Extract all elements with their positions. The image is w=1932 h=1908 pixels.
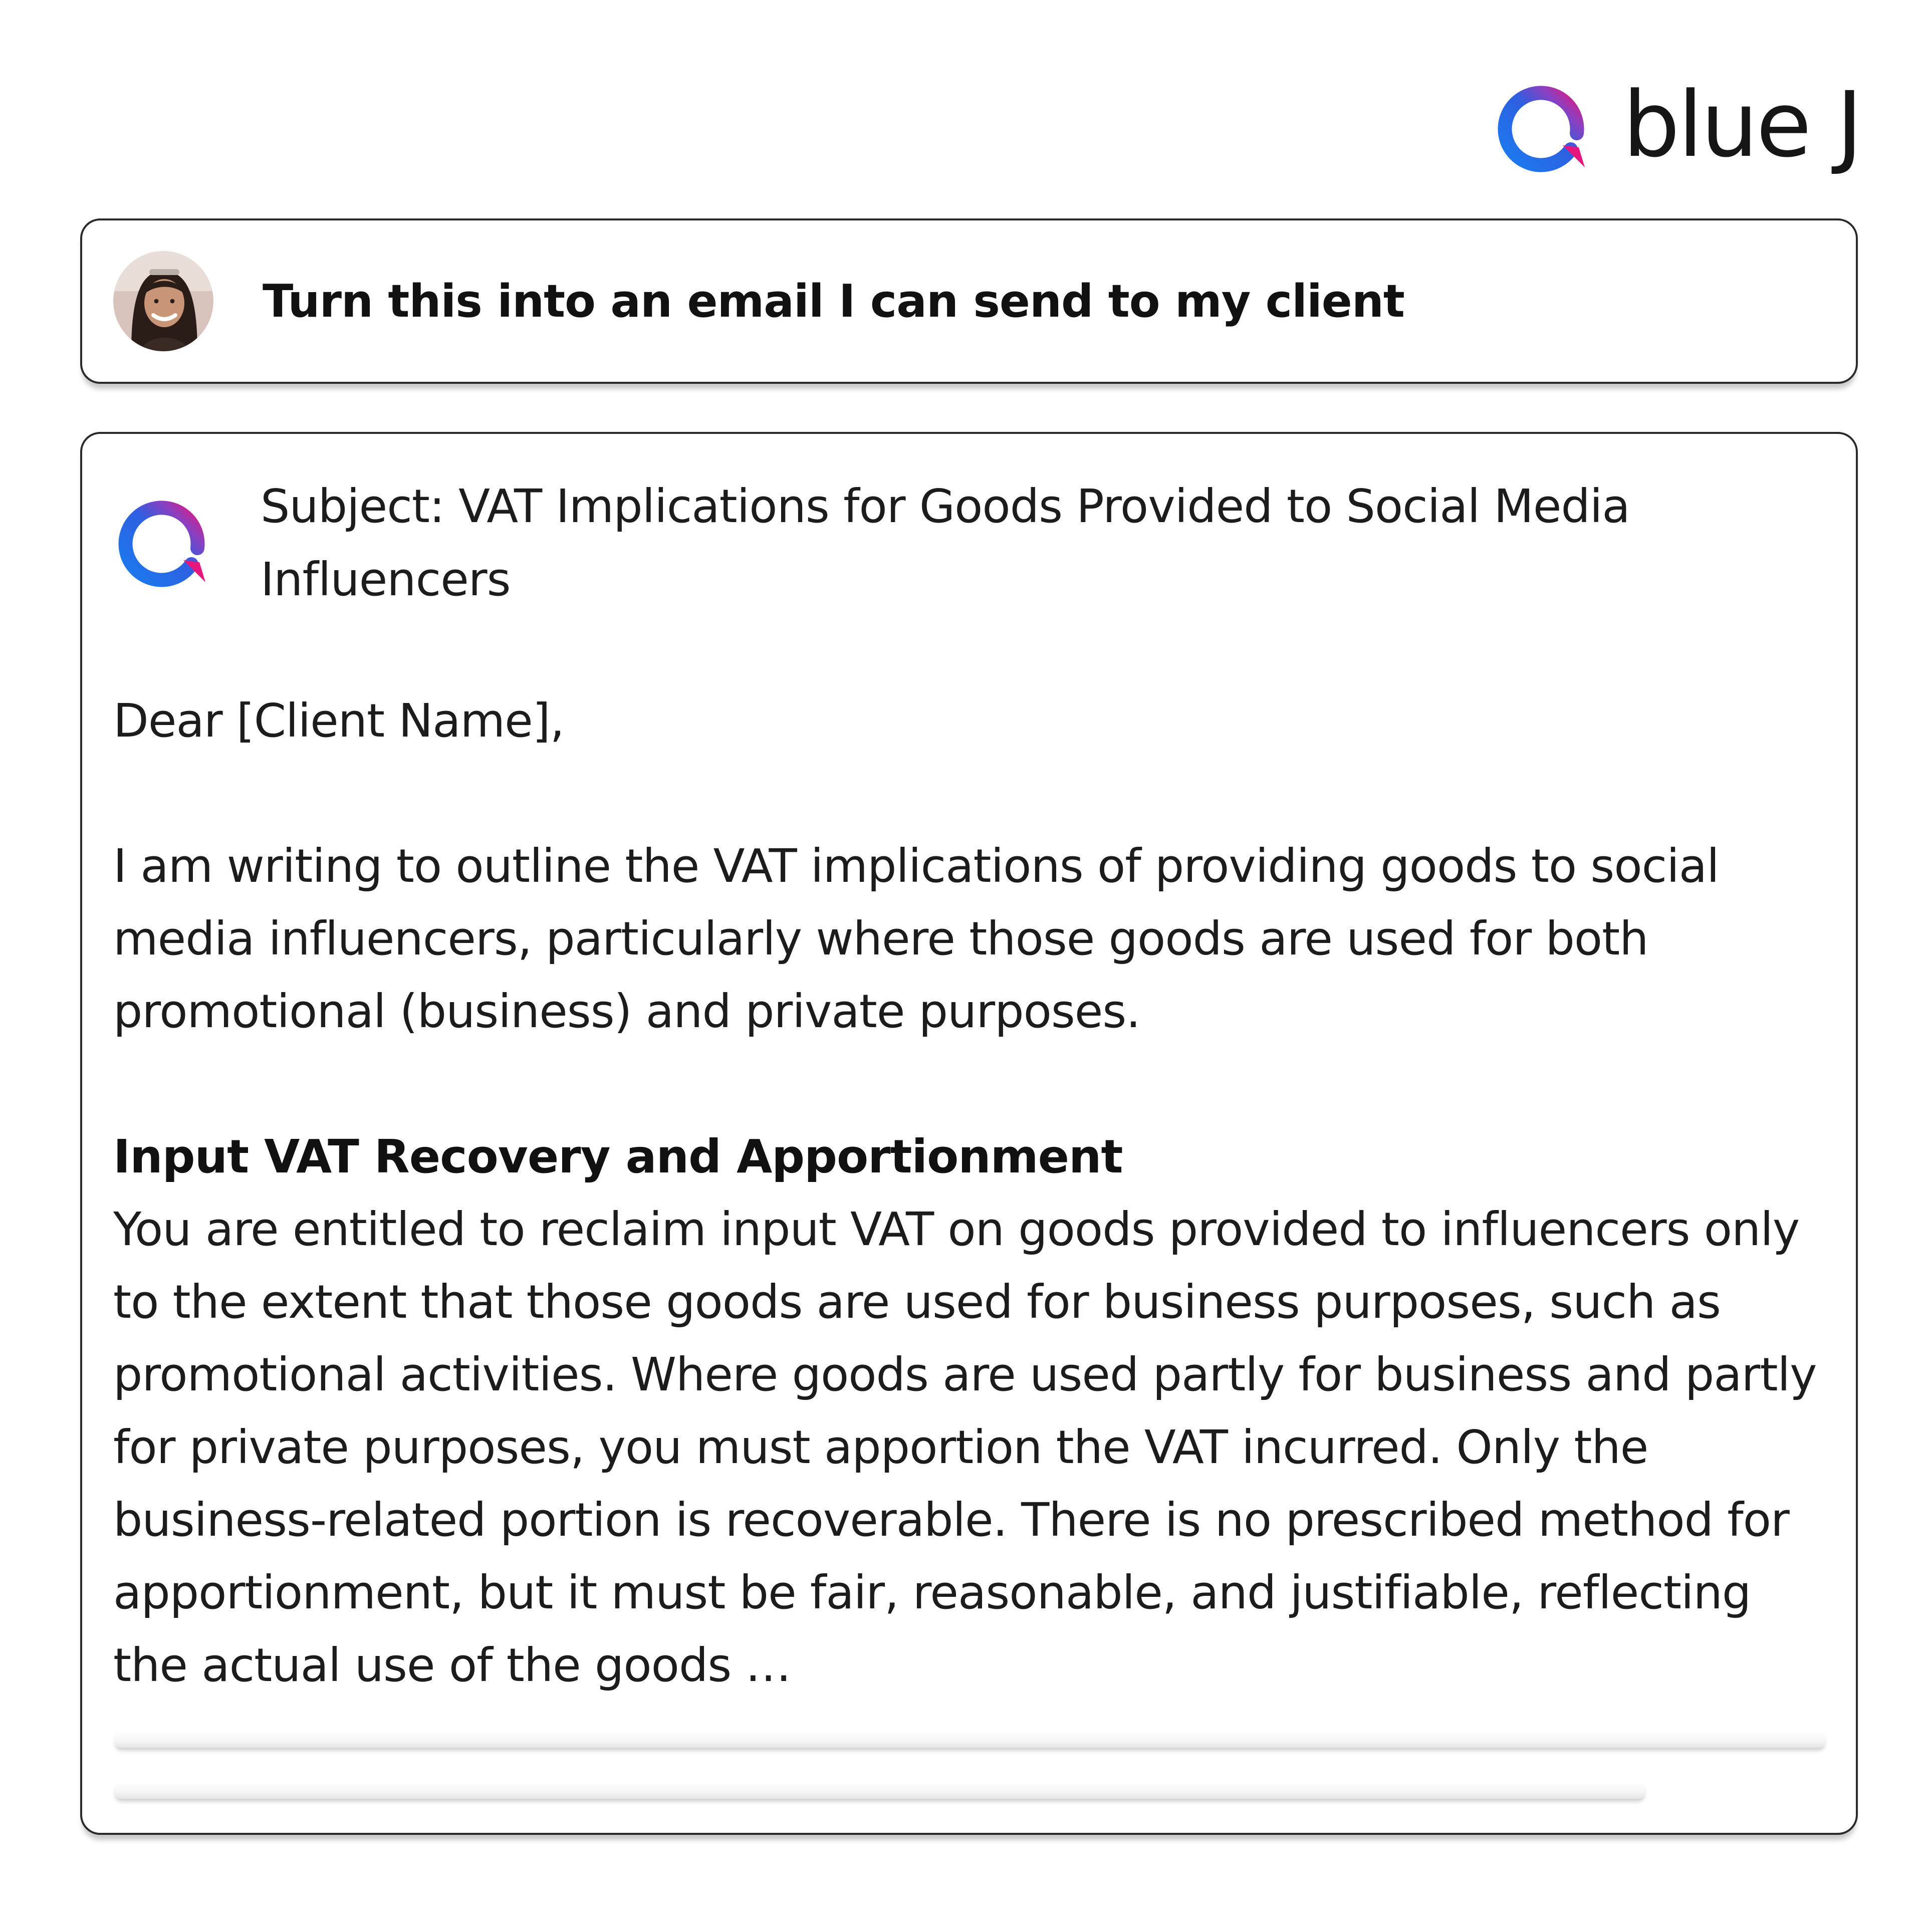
section-paragraph: You are entitled to reclaim input VAT on goods provided to influencers only to the extent that those goods are used for business purposes, such as promotional activities. Where goods are used partly for business and partly for private purposes, you must apportion the VAT incurred. Only the business-related portion is recoverable. There is no prescribed method for apportionment, but it must be fair, reasonable, and justifiable, reflecting the actual use of the goods …: [113, 1203, 1817, 1692]
email-intro-paragraph: I am writing to outline the VAT implications of providing goods to social media influencers, particularly where those goods are used for both promotional (business) and private purposes.: [113, 839, 1719, 1038]
section-heading: Input VAT Recovery and Apportionment: [113, 1130, 1123, 1183]
blue-j-logo-icon: [1493, 75, 1593, 175]
assistant-reply-card: [80, 432, 1858, 1835]
loading-skeleton-line: [113, 1731, 1827, 1748]
user-prompt-card: [80, 218, 1858, 384]
blue-j-logo-icon: [113, 490, 213, 590]
email-body: [113, 684, 1827, 1702]
loading-skeleton-line: [113, 1782, 1646, 1799]
user-avatar: [113, 251, 213, 351]
brand-logo: [1493, 75, 1861, 175]
brand-name: blue J: [1622, 73, 1861, 177]
email-subject: Subject: VAT Implications for Goods Provided to Social Media Influencers: [261, 480, 1630, 606]
email-greeting: Dear [Client Name],: [113, 694, 564, 748]
prompt-text: Turn this into an email I can send to my client: [263, 275, 1404, 328]
